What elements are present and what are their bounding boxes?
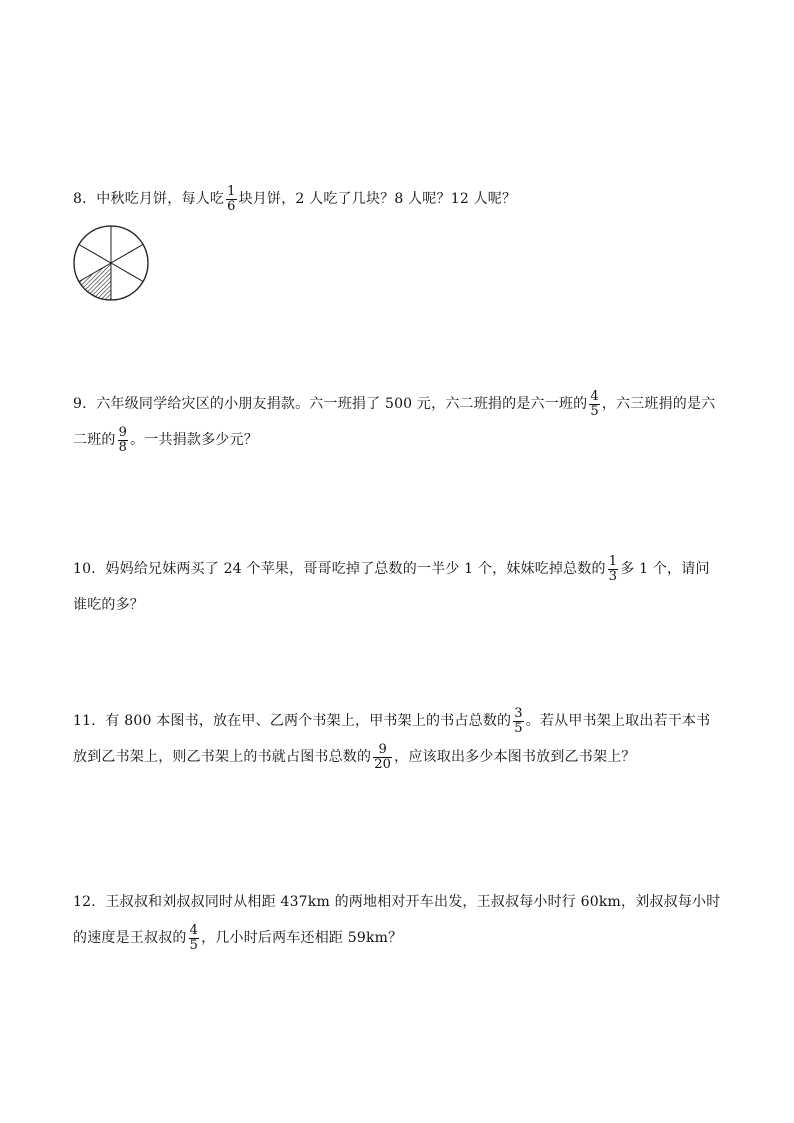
fraction (589, 390, 599, 419)
fraction-numerator: 1 (608, 553, 618, 569)
question-text: 。一共捐款多少元？ (130, 432, 258, 448)
question-text: 多 1 个，请问谁吃的多？ (73, 561, 710, 613)
fraction-numerator: 3 (514, 705, 523, 721)
fraction (226, 185, 236, 214)
fraction-denominator: 8 (118, 439, 128, 455)
question-12 (73, 884, 723, 956)
fraction (513, 707, 523, 736)
question-text: ，几小时后两车还相距 59km？ (201, 930, 403, 946)
question-11 (73, 703, 723, 775)
question-text: 9．六年级同学给灾区的小朋友捐款。六一班捐了 500 元，六二班捐的是六一班的 (73, 396, 588, 412)
fraction-numerator: 4 (590, 388, 599, 404)
fraction-numerator: 4 (189, 922, 199, 938)
fraction (608, 555, 618, 584)
fraction-denominator: 3 (608, 568, 618, 584)
fraction (373, 743, 392, 772)
question-text: 12．王叔叔和刘叔叔同时从相距 437km 的两地相对开车出发，王叔叔每小时行 60km，刘叔叔每小时的速度是王叔叔的 (73, 894, 721, 946)
question-text: 块月饼，2 人吃了几块？8 人呢？12 人呢？ (238, 191, 517, 207)
fraction (189, 924, 199, 953)
question-text: ，应该取出多少本图书放到乙书架上？ (394, 749, 636, 765)
fraction-denominator: 5 (189, 937, 199, 953)
fraction-numerator: 9 (118, 424, 128, 440)
question-text: 8．中秋吃月饼，每人吃 (73, 191, 225, 207)
question-8 (73, 181, 723, 217)
question-text: ，六三班捐的是六二班的 (73, 396, 716, 448)
question-text: 10．妈妈给兄妹两买了 24 个苹果，哥哥吃掉了总数的一半少 1 个，妹妹吃掉总数的 (73, 561, 606, 577)
question-text: 11．有 800 本图书，放在甲、乙两个书架上，甲书架上的书占总数的 (73, 713, 512, 729)
question-10 (73, 551, 723, 623)
fraction-numerator: 9 (378, 741, 387, 757)
mooncake-diagram (71, 223, 151, 303)
fraction-denominator: 20 (374, 756, 392, 772)
fraction-denominator: 6 (227, 198, 236, 214)
question-text: 。若从甲书架上取出若干本书放到乙书架上，则乙书架上的书就占图书总数的 (73, 713, 711, 765)
fraction (118, 426, 128, 455)
question-9 (73, 386, 723, 458)
fraction-denominator: 5 (514, 720, 523, 736)
fraction-denominator: 5 (590, 403, 599, 419)
fraction-numerator: 1 (227, 183, 236, 199)
